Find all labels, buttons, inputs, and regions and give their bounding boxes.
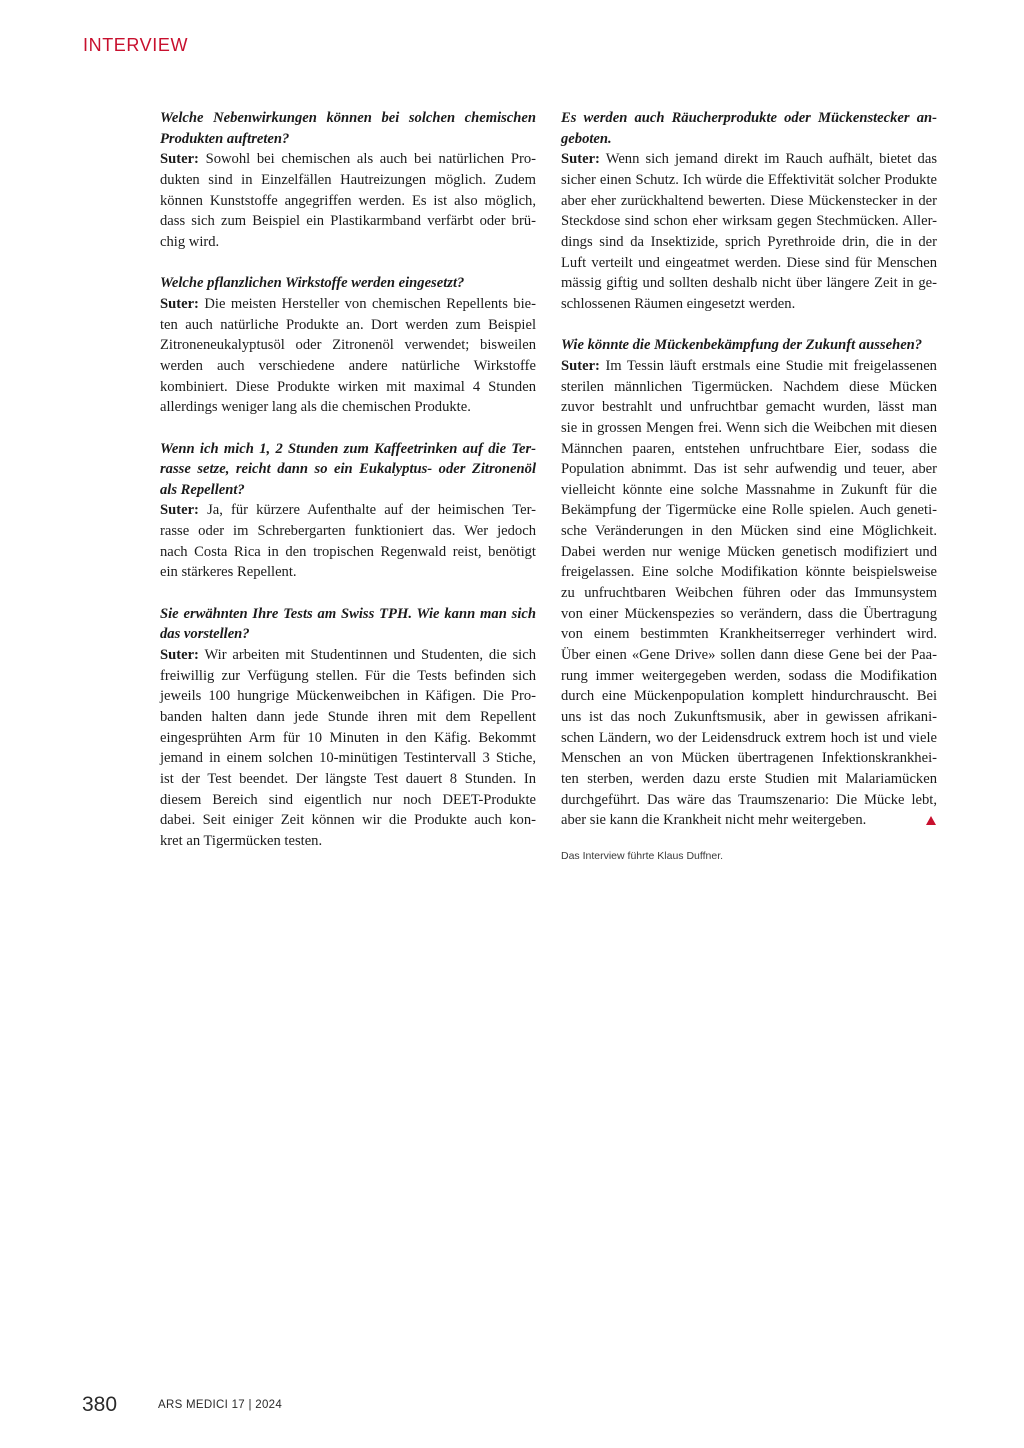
text-line [561, 480, 937, 501]
line-text: schlossenen Räumen eingesetzt werden. [561, 295, 796, 312]
text-line [160, 500, 536, 521]
line-text: Wir arbeiten mit Studentinnen und Studenten, die sich [204, 647, 537, 664]
text-line [561, 377, 937, 398]
line-text: zu unfruchtbaren Weibchen führen oder das Immunsystem [561, 585, 937, 602]
text-line [561, 810, 937, 831]
line-text: das vorstellen? [160, 626, 250, 643]
interview-answer [160, 500, 536, 583]
text-line [160, 170, 536, 191]
line-text: banden halten dann jede Stunde ihren mit dem Repellent [160, 709, 536, 726]
text-line [160, 459, 536, 480]
text-line [561, 624, 937, 645]
line-text: Sowohl bei chemischen als auch bei natürlichen Pro- [205, 151, 536, 168]
line-text: freigelassen. Eine solche Modifikation könnte beispielsweise [561, 564, 937, 581]
text-line [160, 686, 536, 707]
text-line [561, 459, 937, 480]
text-line [160, 728, 536, 749]
line-text: durchgeführt. Das wäre das Traumszenario: Die Mücke lebt, [561, 791, 937, 808]
line-text: dings sind da Insektizide, sprich Pyrethroide drin, die in der [561, 233, 937, 250]
text-line [160, 377, 536, 398]
text-line [561, 645, 937, 666]
line-text: Luft verteilt und eingeatmet werden. Diese sind für Menschen [561, 254, 937, 271]
text-line [561, 604, 937, 625]
page-number: 380 [82, 1393, 118, 1416]
line-text: von einer Mückenspezies so verändern, dass die Übertragung [561, 605, 937, 622]
line-text: nach Costa Rica in den tropischen Regenwald reist, benötigt [160, 543, 536, 560]
text-line [561, 500, 937, 521]
line-text: dukten sind in Einzelfällen Hautreizungen möglich. Zudem [160, 171, 536, 188]
text-line [561, 335, 937, 356]
line-text: Dabei werden nur wenige Mücken genetisch modifiziert und [561, 543, 937, 560]
text-line [561, 439, 937, 460]
text-line [561, 170, 937, 191]
text-line [561, 728, 937, 749]
line-text: aber eher zurückhaltend bewerten. Diese Mückenstecker in der [561, 192, 937, 209]
line-text: diesem Bereich sind eigentlich nur noch DEET-Produkte [160, 791, 536, 808]
line-text: Zitroneneukalyptusöl oder Zitronenöl verwendet; bisweilen [160, 337, 536, 354]
text-line [561, 686, 937, 707]
triangle-up-icon [926, 816, 936, 825]
line-text: Welche pflanzlichen Wirkstoffe werden eingesetzt? [160, 275, 465, 292]
text-line [561, 253, 937, 274]
line-text: jemand in einem solchen 10-minütigen Testintervall 3 Stiche, [160, 750, 536, 767]
text-line [160, 769, 536, 790]
line-text: Über einen «Gene Drive» sollen dann diese Gene bei der Paa- [561, 647, 937, 664]
line-text: Sie erwähnten Ihre Tests am Swiss TPH. Wie kann man sich [160, 605, 536, 622]
text-line [160, 108, 536, 129]
interview-question [160, 439, 536, 501]
line-text: zuvor bestrahlt und unfruchtbar gemacht wurden, lässt man [561, 399, 937, 416]
line-text: uns ist das noch Zukunftsmusik, aber in gewissen afrikani- [561, 709, 937, 726]
text-line [561, 583, 937, 604]
text-line [561, 232, 937, 253]
text-line [561, 294, 937, 315]
interview-answer [160, 294, 536, 418]
speaker-label: Suter: [160, 647, 199, 664]
line-text: ein stärkeres Repellent. [160, 564, 297, 581]
text-line [561, 129, 937, 150]
line-text: Die meisten Hersteller von chemischen Repellents bie- [204, 295, 536, 312]
text-line [160, 315, 536, 336]
article-column-left [160, 108, 536, 852]
text-line [561, 562, 937, 583]
line-text: kret an Tigermücken testen. [160, 832, 323, 849]
text-line [160, 542, 536, 563]
line-text: jeweils 100 hungrige Mückenweibchen in Käfigen. Die Pro- [160, 688, 536, 705]
line-text: sche Veränderungen in den Mücken sind eine Möglichkeit. [561, 523, 937, 540]
text-line [561, 666, 937, 687]
text-line [160, 211, 536, 232]
text-line [160, 666, 536, 687]
speaker-label: Suter: [561, 357, 600, 374]
text-line [160, 521, 536, 542]
line-text: schen Ländern, wo der Leidensdruck extrem hoch ist und viele [561, 729, 937, 746]
line-text: allerdings weniger lang als die chemischen Produkte. [160, 399, 471, 416]
journal-issue: ARS MEDICI 17 | 2024 [158, 1399, 283, 1411]
line-text: dass sich zum Beispiel ein Plastikarmband verfärbt oder brü- [160, 213, 536, 230]
line-text: vielleicht könnte eine solche Massnahme in Zukunft für die [561, 481, 937, 498]
text-line [561, 273, 937, 294]
text-line [160, 480, 536, 501]
line-text: freiwillig zur Verfügung stellen. Für die Tests befinden sich [160, 667, 536, 684]
line-text: Wenn ich mich 1, 2 Stunden zum Kaffeetrinken auf die Ter- [160, 440, 536, 457]
line-text: Steckdose sind schon eher wirksam gegen Stechmücken. Aller- [561, 213, 937, 230]
interview-answer [561, 356, 937, 831]
line-text: Ja, für kürzere Aufenthalte auf der heimischen Ter- [207, 502, 536, 519]
text-line [160, 831, 536, 852]
line-text: sterilen männlichen Tigermücken. Nachdem diese Mücken [561, 378, 937, 395]
line-text: kombiniert. Diese Produkte wirken mit maximal 4 Stunden [160, 378, 536, 395]
line-text: Welche Nebenwirkungen können bei solchen chemischen [160, 110, 536, 126]
text-line [160, 149, 536, 170]
text-line [160, 273, 536, 294]
line-text: durch eine Mückenpopulation komplett hindurchrauscht. Bei [561, 688, 937, 705]
line-text: werden auch verschiedene andere natürliche Wirkstoffe [160, 357, 536, 374]
interview-credit: Das Interview führte Klaus Duffner. [561, 850, 724, 862]
interview-question [160, 273, 536, 294]
text-line [160, 604, 536, 625]
text-line [160, 356, 536, 377]
line-text: eingesprühten Arm für 10 Minuten in den Käfig. Bekommt [160, 729, 536, 746]
section-heading: INTERVIEW [83, 35, 189, 55]
text-line [561, 211, 937, 232]
line-text: rung immer weitergegeben werden, sodass die Modifikation [561, 667, 937, 684]
text-line [160, 707, 536, 728]
text-line [561, 542, 937, 563]
interview-answer [160, 645, 536, 852]
text-line [160, 562, 536, 583]
interview-answer [160, 149, 536, 252]
text-line [160, 790, 536, 811]
interview-question [561, 335, 937, 356]
text-line [561, 748, 937, 769]
line-text: Im Tessin läuft erstmals eine Studie mit freigelassenen [605, 357, 937, 374]
interview-question [160, 108, 536, 149]
text-line [160, 397, 536, 418]
interview-question [561, 108, 937, 149]
text-line [160, 191, 536, 212]
text-line [160, 335, 536, 356]
line-text: Bekämpfung der Tigermücke eine Rolle spielen. Auch geneti- [561, 502, 937, 519]
text-line [561, 356, 937, 377]
speaker-label: Suter: [160, 502, 199, 519]
line-text: sicher einen Schutz. Ich würde die Effektivität solcher Produkte [561, 171, 937, 188]
line-text: Population abnimmt. Das ist sehr aufwendig und teuer, aber [561, 461, 937, 478]
text-line [160, 810, 536, 831]
line-text: sie in grossen Mengen frei. Wenn sich die Weibchen mit diesen [561, 419, 937, 436]
line-text: chig wird. [160, 233, 220, 250]
text-line [561, 108, 937, 129]
text-line [561, 769, 937, 790]
text-line [561, 790, 937, 811]
line-text: Wie könnte die Mückenbekämpfung der Zukunft aussehen? [561, 337, 923, 354]
line-text: rasse oder im Schrebergarten funktioniert das. Wer jedoch [160, 523, 536, 540]
line-text: dabei. Seit einiger Zeit können wir die Produkte auch kon- [160, 812, 536, 829]
text-line [160, 294, 536, 315]
interview-answer [561, 149, 937, 314]
text-line [160, 232, 536, 253]
line-text: ten auch natürliche Produkte an. Dort werden zum Beispiel [160, 316, 536, 333]
text-line [561, 191, 937, 212]
text-line [561, 521, 937, 542]
line-text: aber sie kann die Krankheit nicht mehr weitergeben. [561, 812, 867, 829]
text-line [561, 418, 937, 439]
speaker-label: Suter: [160, 295, 199, 312]
text-line [160, 129, 536, 150]
text-line [561, 397, 937, 418]
text-line [561, 149, 937, 170]
line-text: können Kunststoffe angegriffen werden. Es ist also möglich, [160, 192, 536, 209]
line-text: rasse setze, reicht dann so ein Eukalyptus- oder Zitronenöl [160, 461, 536, 478]
text-line [160, 645, 536, 666]
line-text: ist der Test beendet. Der längste Test dauert 8 Stunden. In [160, 771, 536, 787]
interview-question [160, 604, 536, 645]
line-text: Produkten auftreten? [160, 130, 290, 147]
line-text: als Repellent? [160, 481, 245, 498]
article-column-right [561, 108, 937, 831]
line-text: Menschen an von Mücken übertragenen Infektionskrankhei- [561, 750, 937, 767]
line-text: Wenn sich jemand direkt im Rauch aufhält, bietet das [605, 151, 938, 168]
line-text: geboten. [561, 130, 612, 147]
speaker-label: Suter: [561, 151, 600, 168]
speaker-label: Suter: [160, 151, 199, 168]
text-line [160, 624, 536, 645]
text-line [561, 707, 937, 728]
line-text: von einem bestimmten Krankheitserreger verhindert wird. [561, 626, 937, 643]
text-line [160, 748, 536, 769]
text-line [160, 439, 536, 460]
line-text: mässig giftig und sollten deshalb nicht über längere Zeit in ge- [561, 275, 937, 292]
line-text: ten sterben, werden dazu erste Studien mit Malariamücken [561, 771, 937, 787]
line-text: Es werden auch Räucherprodukte oder Mückenstecker an- [561, 110, 937, 126]
line-text: Männchen paaren, entstehen unfruchtbare Eier, sodass die [561, 440, 937, 457]
